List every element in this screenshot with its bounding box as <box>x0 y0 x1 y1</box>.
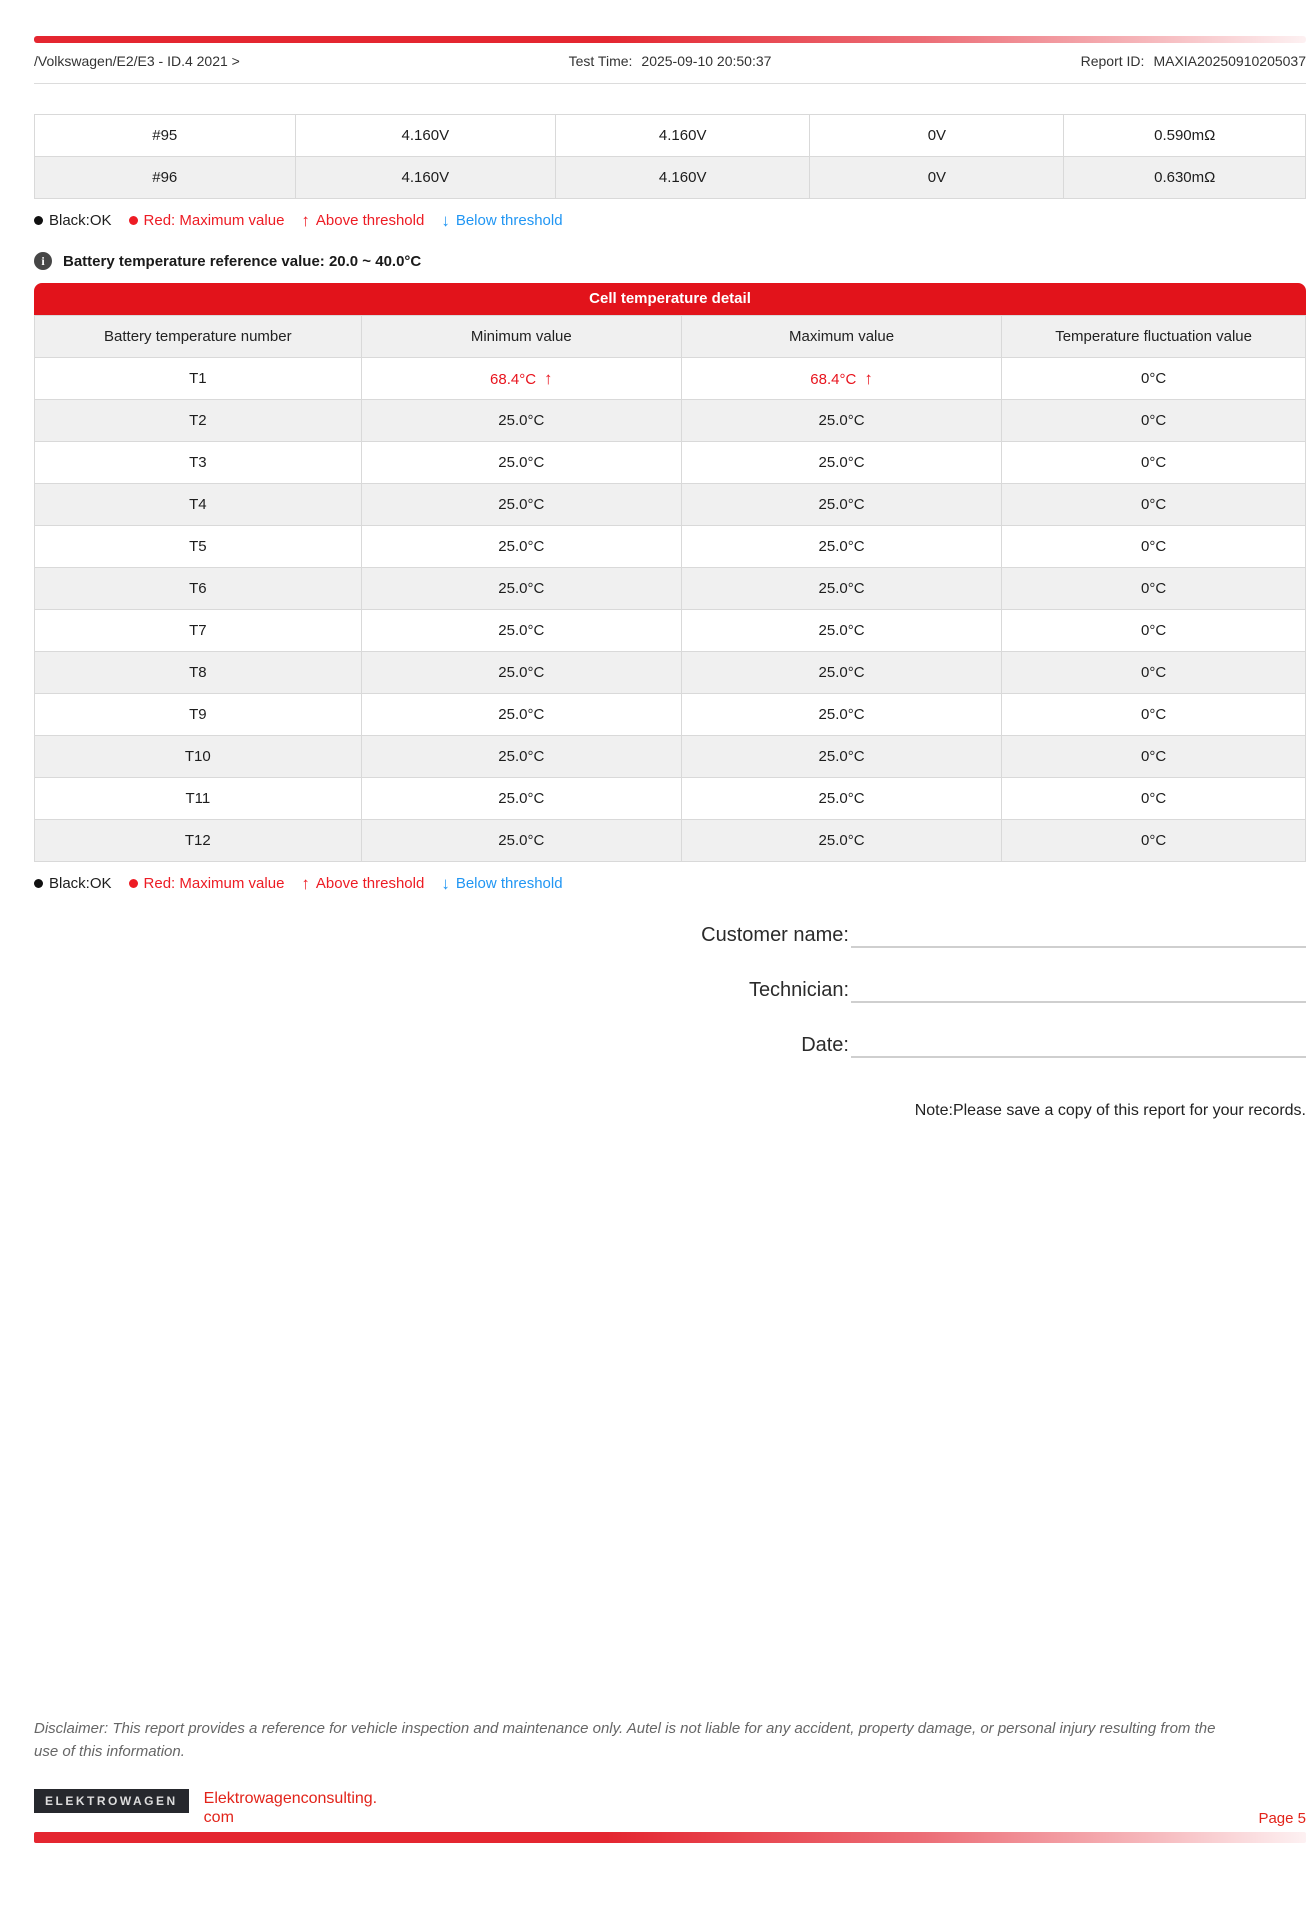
voltage-cell: #96 <box>35 157 296 199</box>
temperature-value-cell <box>361 820 681 862</box>
info-icon: i <box>34 252 52 270</box>
test-time-value: 2025-09-10 20:50:37 <box>641 53 772 69</box>
legend-black-label: Black:OK <box>49 212 112 229</box>
legend-red-label: Red: Maximum value <box>143 212 285 229</box>
temperature-value: 25.0°C <box>498 790 545 807</box>
temperature-value-cell <box>681 442 1001 484</box>
temperature-row <box>35 820 1306 862</box>
voltage-row <box>35 115 1306 157</box>
legend-below-label: Below threshold <box>455 875 563 892</box>
temperature-value-cell <box>361 400 681 442</box>
temperature-value: 25.0°C <box>818 832 865 849</box>
temperature-value: 25.0°C <box>818 790 865 807</box>
temperature-value: 25.0°C <box>498 832 545 849</box>
temperature-column-header: Minimum value <box>361 316 681 358</box>
legend-red-label: Red: Maximum value <box>143 875 285 892</box>
up-arrow-icon: ↑ <box>301 211 310 230</box>
consulting-url-line1: Elektrowagenconsulting. <box>203 1790 378 1807</box>
temperature-value-cell <box>361 568 681 610</box>
temperature-value: 25.0°C <box>818 412 865 429</box>
temperature-value: 68.4°C <box>490 370 537 388</box>
temperature-value-cell <box>681 694 1001 736</box>
temperature-column-header: Battery temperature number <box>35 316 362 358</box>
cell-voltage-table <box>34 114 1306 199</box>
legend-above-label: Above threshold <box>315 875 425 892</box>
temperature-number-cell: T8 <box>35 652 362 694</box>
temperature-number-cell: T2 <box>35 400 362 442</box>
voltage-cell: 4.160V <box>295 115 556 157</box>
temperature-value: 25.0°C <box>818 622 865 639</box>
temperature-fluctuation-cell: 0°C <box>1002 526 1306 568</box>
temperature-value-cell <box>681 736 1001 778</box>
temperature-value: 25.0°C <box>818 496 865 513</box>
temperature-fluctuation-cell: 0°C <box>1002 358 1306 400</box>
test-time <box>569 53 772 69</box>
legend-black-ok <box>34 875 112 892</box>
temperature-row <box>35 358 1306 400</box>
temperature-value: 25.0°C <box>498 622 545 639</box>
temperature-row <box>35 484 1306 526</box>
legend-above-threshold <box>301 212 424 229</box>
voltage-cell: 0V <box>810 157 1064 199</box>
test-time-label: Test Time: <box>568 53 633 69</box>
temperature-row <box>35 778 1306 820</box>
temperature-column-header: Maximum value <box>681 316 1001 358</box>
header-divider <box>34 83 1306 84</box>
status-legend <box>34 875 1306 892</box>
cell-temperature-detail-title: Cell temperature detail <box>34 283 1306 315</box>
temperature-number-cell: T9 <box>35 694 362 736</box>
voltage-cell: 4.160V <box>556 157 810 199</box>
voltage-cell: 4.160V <box>295 157 556 199</box>
temperature-value-cell <box>681 484 1001 526</box>
voltage-cell: 0V <box>810 115 1064 157</box>
page-number: Page 5 <box>1258 1810 1306 1828</box>
temperature-row <box>35 526 1306 568</box>
legend-above-label: Above threshold <box>315 212 425 229</box>
red-dot-icon <box>129 879 138 888</box>
temperature-value-cell <box>681 820 1001 862</box>
temperature-number-cell: T1 <box>35 358 362 400</box>
temperature-value: 25.0°C <box>818 580 865 597</box>
temperature-value: 25.0°C <box>498 706 545 723</box>
temperature-value: 25.0°C <box>498 454 545 471</box>
temperature-fluctuation-cell: 0°C <box>1002 652 1306 694</box>
temperature-value: 25.0°C <box>818 538 865 555</box>
date-line <box>851 1032 1306 1058</box>
consulting-url-line2: com <box>203 1809 234 1827</box>
technician-row <box>34 975 1306 1003</box>
down-arrow-icon: ↓ <box>441 874 450 893</box>
temperature-value-cell <box>681 652 1001 694</box>
customer-name-label: Customer name: <box>701 924 849 946</box>
temperature-fluctuation-cell: 0°C <box>1002 400 1306 442</box>
temperature-value: 68.4°C <box>810 370 857 388</box>
temperature-number-cell: T3 <box>35 442 362 484</box>
signature-section <box>34 920 1306 1058</box>
temperature-value-cell <box>361 442 681 484</box>
report-page <box>0 36 1316 1843</box>
temperature-row <box>35 400 1306 442</box>
legend-below-threshold <box>441 875 562 892</box>
temperature-value-cell <box>361 778 681 820</box>
legend-below-label: Below threshold <box>455 212 563 229</box>
temperature-row <box>35 610 1306 652</box>
voltage-row <box>35 157 1306 199</box>
up-arrow-icon: ↑ <box>544 368 553 388</box>
date-label: Date: <box>801 1034 849 1056</box>
temperature-number-cell: T10 <box>35 736 362 778</box>
temperature-value-cell <box>361 484 681 526</box>
temperature-value: 25.0°C <box>498 664 545 681</box>
temperature-value-cell <box>361 694 681 736</box>
legend-black-ok <box>34 212 112 229</box>
temperature-header-row <box>35 316 1306 358</box>
temperature-row <box>35 442 1306 484</box>
temperature-row <box>35 568 1306 610</box>
up-arrow-icon: ↑ <box>864 368 873 388</box>
temperature-value-cell <box>361 736 681 778</box>
technician-label: Technician: <box>748 979 849 1001</box>
temperature-row <box>35 652 1306 694</box>
temperature-value-cell <box>681 610 1001 652</box>
temperature-fluctuation-cell: 0°C <box>1002 484 1306 526</box>
temperature-reference-row <box>34 252 1306 270</box>
temperature-number-cell: T11 <box>35 778 362 820</box>
bottom-accent-bar <box>34 1832 1306 1843</box>
top-accent-bar <box>34 36 1306 43</box>
legend-black-label: Black:OK <box>49 875 112 892</box>
report-id <box>771 53 1306 69</box>
up-arrow-icon: ↑ <box>301 874 310 893</box>
status-legend <box>34 212 1306 229</box>
temperature-value: 25.0°C <box>818 664 865 681</box>
report-id-value: MAXIA20250910205037 <box>1153 53 1307 69</box>
temperature-value-cell <box>681 400 1001 442</box>
temperature-column-header: Temperature fluctuation value <box>1002 316 1306 358</box>
temperature-value-cell <box>681 358 1001 400</box>
temperature-row <box>35 694 1306 736</box>
customer-name-line <box>851 922 1306 948</box>
temperature-value: 25.0°C <box>498 496 545 513</box>
elektrowagen-logo: ELEKTROWAGEN <box>34 1789 189 1813</box>
customer-name-row <box>34 920 1306 948</box>
legend-red-max <box>129 875 285 892</box>
temperature-number-cell: T4 <box>35 484 362 526</box>
report-id-label: Report ID: <box>1080 53 1145 69</box>
temperature-fluctuation-cell: 0°C <box>1002 442 1306 484</box>
legend-red-max <box>129 212 285 229</box>
temperature-fluctuation-cell: 0°C <box>1002 610 1306 652</box>
breadcrumb: /Volkswagen/E2/E3 - ID.4 2021 > <box>34 53 240 69</box>
temperature-fluctuation-cell: 0°C <box>1002 820 1306 862</box>
temperature-value-cell <box>681 778 1001 820</box>
temperature-value-cell <box>361 358 681 400</box>
date-row <box>34 1030 1306 1058</box>
temperature-value-cell <box>681 568 1001 610</box>
temperature-value: 25.0°C <box>498 538 545 555</box>
temperature-fluctuation-cell: 0°C <box>1002 694 1306 736</box>
black-dot-icon <box>34 879 43 888</box>
temperature-value: 25.0°C <box>818 454 865 471</box>
voltage-cell: #95 <box>35 115 296 157</box>
temperature-number-cell: T7 <box>35 610 362 652</box>
temperature-value: 25.0°C <box>818 706 865 723</box>
temperature-row <box>35 736 1306 778</box>
temperature-fluctuation-cell: 0°C <box>1002 778 1306 820</box>
legend-above-threshold <box>301 875 424 892</box>
report-header <box>34 53 1306 69</box>
temperature-reference-text: Battery temperature reference value: 20.0 ~ 40.0°C <box>63 252 422 270</box>
report-footer <box>34 1789 1306 1827</box>
disclaimer-text: Disclaimer: This report provides a reference for vehicle inspection and maintenance only. Autel is not liable for any accident, property damage, or personal injury resulting from the use of this information. <box>34 1720 1216 1760</box>
temperature-value: 25.0°C <box>498 412 545 429</box>
voltage-cell: 4.160V <box>556 115 810 157</box>
temperature-number-cell: T5 <box>35 526 362 568</box>
temperature-number-cell: T6 <box>35 568 362 610</box>
technician-line <box>851 977 1306 1003</box>
save-copy-note: Note:Please save a copy of this report for your records. <box>914 1102 1306 1119</box>
temperature-value-cell <box>361 652 681 694</box>
down-arrow-icon: ↓ <box>441 211 450 230</box>
temperature-value-cell <box>361 610 681 652</box>
temperature-value-cell <box>361 526 681 568</box>
temperature-fluctuation-cell: 0°C <box>1002 736 1306 778</box>
voltage-cell: 0.630mΩ <box>1064 157 1306 199</box>
temperature-value: 25.0°C <box>498 748 545 765</box>
temperature-fluctuation-cell: 0°C <box>1002 568 1306 610</box>
red-dot-icon <box>129 216 138 225</box>
temperature-value: 25.0°C <box>498 580 545 597</box>
temperature-number-cell: T12 <box>35 820 362 862</box>
cell-temperature-table <box>34 315 1306 862</box>
black-dot-icon <box>34 216 43 225</box>
consulting-url-link[interactable] <box>204 1789 377 1827</box>
empty-space <box>34 1120 1306 1718</box>
voltage-cell: 0.590mΩ <box>1064 115 1306 157</box>
legend-below-threshold <box>441 212 562 229</box>
temperature-value-cell <box>681 526 1001 568</box>
temperature-value: 25.0°C <box>818 748 865 765</box>
